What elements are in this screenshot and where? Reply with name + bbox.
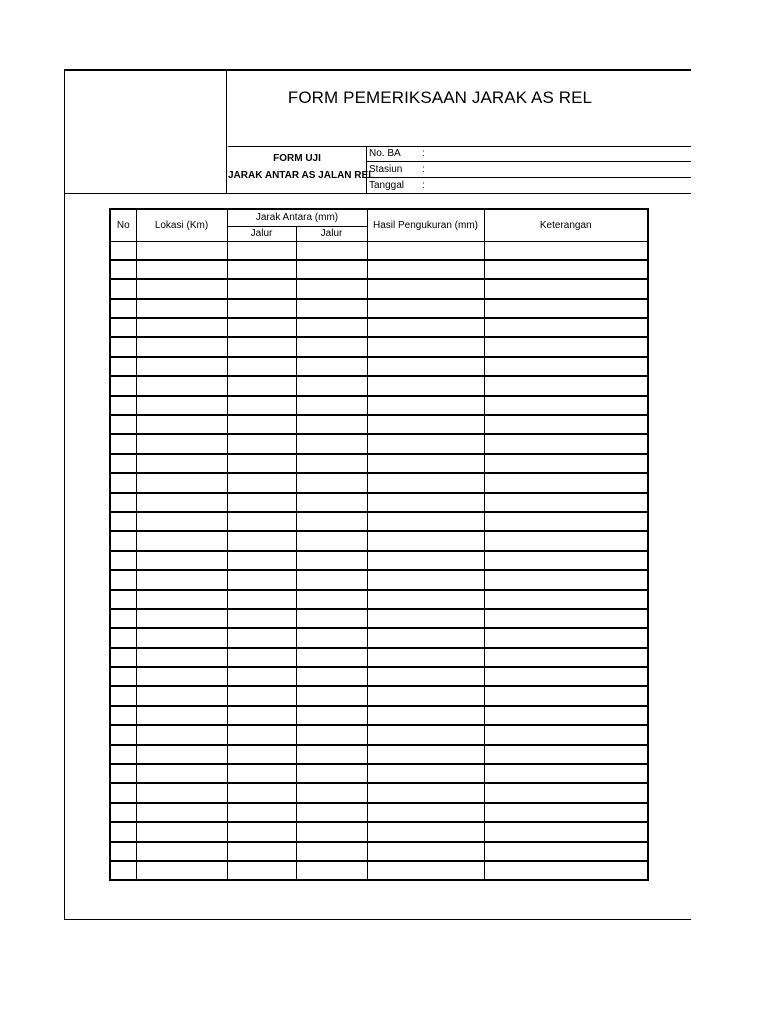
table-cell[interactable]	[110, 531, 136, 550]
table-cell[interactable]	[227, 241, 296, 260]
table-cell[interactable]	[484, 609, 648, 628]
table-row	[110, 706, 648, 725]
logo-area	[64, 70, 227, 194]
table-cell[interactable]	[136, 783, 227, 802]
table-cell[interactable]	[367, 357, 484, 376]
table-cell[interactable]	[227, 454, 296, 473]
info-colon: :	[422, 164, 425, 175]
table-row	[110, 299, 648, 318]
table-cell[interactable]	[136, 279, 227, 298]
table-cell[interactable]	[367, 318, 484, 337]
table-cell[interactable]	[110, 318, 136, 337]
table-cell[interactable]	[110, 434, 136, 453]
table-cell[interactable]	[296, 357, 367, 376]
table-row	[110, 609, 648, 628]
table-cell[interactable]	[484, 531, 648, 550]
table-cell[interactable]	[227, 415, 296, 434]
table-row	[110, 628, 648, 647]
table-cell[interactable]	[110, 454, 136, 473]
table-cell[interactable]	[367, 241, 484, 260]
table-cell[interactable]	[136, 628, 227, 647]
table-cell[interactable]	[110, 822, 136, 841]
info-label: Stasiun	[369, 164, 403, 175]
table-cell[interactable]	[136, 725, 227, 744]
info-colon: :	[422, 148, 425, 159]
table-row	[110, 415, 648, 434]
table-cell[interactable]	[296, 512, 367, 531]
table-row	[110, 357, 648, 376]
info-no-ba[interactable]	[369, 146, 425, 161]
table-cell[interactable]	[136, 842, 227, 861]
table-cell[interactable]	[367, 764, 484, 783]
table-cell[interactable]	[296, 628, 367, 647]
table-cell[interactable]	[110, 241, 136, 260]
table-cell[interactable]	[296, 842, 367, 861]
table-cell[interactable]	[227, 337, 296, 356]
table-row	[110, 861, 648, 880]
table-cell[interactable]	[227, 279, 296, 298]
table-row	[110, 803, 648, 822]
table-cell[interactable]	[367, 570, 484, 589]
table-cell[interactable]	[367, 473, 484, 492]
table-cell[interactable]	[484, 357, 648, 376]
table-cell[interactable]	[484, 745, 648, 764]
table-row	[110, 822, 648, 841]
table-row	[110, 764, 648, 783]
table-row	[110, 454, 648, 473]
table-cell[interactable]	[227, 396, 296, 415]
table-cell[interactable]	[367, 861, 484, 880]
table-cell[interactable]	[136, 551, 227, 570]
form-title: FORM PEMERIKSAAN JARAK AS REL	[287, 88, 593, 107]
table-cell[interactable]	[110, 493, 136, 512]
table-cell[interactable]	[110, 590, 136, 609]
table-cell[interactable]	[484, 648, 648, 667]
table-cell[interactable]	[367, 415, 484, 434]
table-cell[interactable]	[110, 783, 136, 802]
table-row	[110, 376, 648, 395]
table-cell[interactable]	[136, 590, 227, 609]
table-cell[interactable]	[296, 493, 367, 512]
table-cell[interactable]	[484, 318, 648, 337]
table-cell[interactable]	[296, 803, 367, 822]
table-cell[interactable]	[227, 725, 296, 744]
col-header-lokasi: Lokasi (Km)	[136, 209, 227, 241]
table-cell[interactable]	[110, 396, 136, 415]
table-cell[interactable]	[110, 570, 136, 589]
table-cell[interactable]	[367, 842, 484, 861]
col-header-jalur-1: Jalur	[227, 226, 296, 241]
table-cell[interactable]	[110, 706, 136, 725]
table-cell[interactable]	[110, 764, 136, 783]
table-cell[interactable]	[227, 357, 296, 376]
col-header-no: No	[110, 209, 136, 241]
col-header-hasil: Hasil Pengukuran (mm)	[367, 209, 484, 241]
table-cell[interactable]	[227, 512, 296, 531]
table-cell[interactable]	[227, 842, 296, 861]
table-row	[110, 590, 648, 609]
table-cell[interactable]	[484, 861, 648, 880]
info-tanggal[interactable]	[369, 178, 425, 193]
table-cell[interactable]	[110, 299, 136, 318]
table-cell[interactable]	[367, 745, 484, 764]
table-cell[interactable]	[484, 706, 648, 725]
table-cell[interactable]	[136, 648, 227, 667]
table-row	[110, 842, 648, 861]
table-cell[interactable]	[136, 318, 227, 337]
info-stasiun[interactable]	[369, 162, 425, 177]
table-cell[interactable]	[136, 706, 227, 725]
table-cell[interactable]	[110, 473, 136, 492]
table-cell[interactable]	[227, 473, 296, 492]
table-cell[interactable]	[136, 570, 227, 589]
table-cell[interactable]	[484, 590, 648, 609]
table-cell[interactable]	[367, 648, 484, 667]
table-cell[interactable]	[136, 454, 227, 473]
table-cell[interactable]	[110, 725, 136, 744]
table-cell[interactable]	[484, 628, 648, 647]
table-cell[interactable]	[227, 570, 296, 589]
table-cell[interactable]	[484, 725, 648, 744]
table-cell[interactable]	[484, 493, 648, 512]
table-cell[interactable]	[110, 512, 136, 531]
table-cell[interactable]	[484, 434, 648, 453]
table-cell[interactable]	[484, 473, 648, 492]
table-cell[interactable]	[136, 337, 227, 356]
table-cell[interactable]	[227, 648, 296, 667]
table-cell[interactable]	[367, 454, 484, 473]
table-cell[interactable]	[296, 861, 367, 880]
table-cell[interactable]	[367, 628, 484, 647]
table-cell[interactable]	[296, 531, 367, 550]
table-cell[interactable]	[367, 686, 484, 705]
table-cell[interactable]	[296, 764, 367, 783]
table-cell[interactable]	[484, 842, 648, 861]
table-cell[interactable]	[110, 648, 136, 667]
table-cell[interactable]	[136, 512, 227, 531]
table-cell[interactable]	[296, 473, 367, 492]
form-uji-label: FORM UJI	[273, 153, 321, 164]
table-cell[interactable]	[136, 686, 227, 705]
table-cell[interactable]	[136, 531, 227, 550]
table-cell[interactable]	[227, 686, 296, 705]
table-cell[interactable]	[227, 803, 296, 822]
table-cell[interactable]	[227, 531, 296, 550]
table-cell[interactable]	[296, 648, 367, 667]
table-cell[interactable]	[367, 512, 484, 531]
table-cell[interactable]	[367, 725, 484, 744]
table-row	[110, 783, 648, 802]
table-cell[interactable]	[227, 667, 296, 686]
header-divider	[228, 146, 691, 147]
table-cell[interactable]	[296, 551, 367, 570]
table-cell[interactable]	[296, 376, 367, 395]
table-cell[interactable]	[484, 512, 648, 531]
table-cell[interactable]	[110, 609, 136, 628]
table-cell[interactable]	[296, 570, 367, 589]
table-cell[interactable]	[110, 745, 136, 764]
table-cell[interactable]	[110, 803, 136, 822]
table-cell[interactable]	[227, 434, 296, 453]
table-cell[interactable]	[484, 764, 648, 783]
table-cell[interactable]	[110, 357, 136, 376]
table-row	[110, 473, 648, 492]
table-cell[interactable]	[110, 628, 136, 647]
table-cell[interactable]	[136, 473, 227, 492]
table-cell[interactable]	[367, 609, 484, 628]
table-cell[interactable]	[367, 551, 484, 570]
table-cell[interactable]	[367, 822, 484, 841]
table-cell[interactable]	[136, 745, 227, 764]
table-cell[interactable]	[136, 434, 227, 453]
info-separator	[366, 146, 367, 193]
table-cell[interactable]	[484, 570, 648, 589]
table-cell[interactable]	[227, 783, 296, 802]
table-cell[interactable]	[296, 415, 367, 434]
table-row	[110, 667, 648, 686]
table-cell[interactable]	[296, 686, 367, 705]
table-cell[interactable]	[367, 783, 484, 802]
table-cell[interactable]	[110, 667, 136, 686]
table-cell[interactable]	[367, 260, 484, 279]
table-cell[interactable]	[296, 706, 367, 725]
table-cell[interactable]	[296, 337, 367, 356]
table-cell[interactable]	[367, 299, 484, 318]
table-row	[110, 260, 648, 279]
table-cell[interactable]	[484, 241, 648, 260]
form-uji-block	[228, 150, 375, 184]
table-row	[110, 279, 648, 298]
table-cell[interactable]	[484, 337, 648, 356]
table-row	[110, 434, 648, 453]
table-cell[interactable]	[296, 609, 367, 628]
table-cell[interactable]	[484, 260, 648, 279]
table-cell[interactable]	[136, 376, 227, 395]
table-cell[interactable]	[227, 764, 296, 783]
table-cell[interactable]	[296, 260, 367, 279]
header-bottom-border	[64, 193, 691, 194]
table-cell[interactable]	[296, 279, 367, 298]
table-cell[interactable]	[227, 376, 296, 395]
table-cell[interactable]	[227, 822, 296, 841]
table-cell[interactable]	[367, 279, 484, 298]
table-cell[interactable]	[227, 299, 296, 318]
table-cell[interactable]	[136, 822, 227, 841]
measurement-table	[109, 208, 649, 881]
table-row	[110, 745, 648, 764]
table-cell[interactable]	[484, 822, 648, 841]
table-cell[interactable]	[367, 337, 484, 356]
table-row	[110, 551, 648, 570]
table-cell[interactable]	[484, 415, 648, 434]
table-cell[interactable]	[227, 745, 296, 764]
table-cell[interactable]	[367, 667, 484, 686]
table-cell[interactable]	[110, 551, 136, 570]
table-cell[interactable]	[367, 803, 484, 822]
table-cell[interactable]	[296, 299, 367, 318]
table-cell[interactable]	[110, 279, 136, 298]
table-cell[interactable]	[367, 434, 484, 453]
table-cell[interactable]	[110, 842, 136, 861]
table-cell[interactable]	[227, 861, 296, 880]
col-header-jarak-antara: Jarak Antara (mm)	[227, 209, 367, 226]
table-cell[interactable]	[136, 861, 227, 880]
info-label: Tanggal	[369, 180, 405, 191]
table-cell[interactable]	[484, 279, 648, 298]
table-cell[interactable]	[136, 396, 227, 415]
table-row	[110, 241, 648, 260]
table-cell[interactable]	[110, 337, 136, 356]
table-cell[interactable]	[484, 376, 648, 395]
table-cell[interactable]	[110, 376, 136, 395]
table-cell[interactable]	[484, 803, 648, 822]
table-row	[110, 725, 648, 744]
table-cell[interactable]	[136, 299, 227, 318]
table-cell[interactable]	[484, 667, 648, 686]
table-cell[interactable]	[136, 260, 227, 279]
table-cell[interactable]	[227, 628, 296, 647]
table-row	[110, 318, 648, 337]
table-cell[interactable]	[136, 241, 227, 260]
table-cell[interactable]	[296, 241, 367, 260]
table-cell[interactable]	[296, 454, 367, 473]
table-cell[interactable]	[296, 590, 367, 609]
table-cell[interactable]	[296, 318, 367, 337]
table-cell[interactable]	[296, 783, 367, 802]
table-cell[interactable]	[136, 609, 227, 628]
table-cell[interactable]	[227, 609, 296, 628]
table-cell[interactable]	[484, 299, 648, 318]
table-row	[110, 337, 648, 356]
table-cell[interactable]	[227, 260, 296, 279]
table-cell[interactable]	[136, 357, 227, 376]
table-cell[interactable]	[296, 745, 367, 764]
table-cell[interactable]	[296, 822, 367, 841]
table-cell[interactable]	[484, 396, 648, 415]
table-row	[110, 570, 648, 589]
col-header-keterangan: Keterangan	[484, 209, 648, 241]
table-cell[interactable]	[136, 803, 227, 822]
table-cell[interactable]	[367, 396, 484, 415]
table-cell[interactable]	[136, 667, 227, 686]
table-cell[interactable]	[484, 783, 648, 802]
table-cell[interactable]	[227, 493, 296, 512]
table-cell[interactable]	[136, 415, 227, 434]
table-cell[interactable]	[136, 764, 227, 783]
table-cell[interactable]	[110, 861, 136, 880]
table-cell[interactable]	[110, 415, 136, 434]
table-row	[110, 396, 648, 415]
info-colon: :	[422, 180, 425, 191]
table-cell[interactable]	[367, 376, 484, 395]
table-row	[110, 493, 648, 512]
table-body	[110, 241, 648, 880]
table-cell[interactable]	[367, 531, 484, 550]
table-cell[interactable]	[484, 551, 648, 570]
table-cell[interactable]	[296, 667, 367, 686]
table-cell[interactable]	[110, 686, 136, 705]
table-cell[interactable]	[110, 260, 136, 279]
table-cell[interactable]	[484, 686, 648, 705]
col-header-jalur-2: Jalur	[296, 226, 367, 241]
table-row	[110, 648, 648, 667]
table-cell[interactable]	[296, 434, 367, 453]
table-cell[interactable]	[227, 706, 296, 725]
table-cell[interactable]	[296, 396, 367, 415]
table-cell[interactable]	[227, 318, 296, 337]
table-cell[interactable]	[227, 551, 296, 570]
table-row	[110, 531, 648, 550]
table-cell[interactable]	[227, 590, 296, 609]
info-label: No. BA	[369, 148, 401, 159]
table-cell[interactable]	[484, 454, 648, 473]
table-cell[interactable]	[296, 725, 367, 744]
table-cell[interactable]	[367, 493, 484, 512]
table-cell[interactable]	[136, 493, 227, 512]
table-row	[110, 512, 648, 531]
table-cell[interactable]	[367, 590, 484, 609]
table-cell[interactable]	[367, 706, 484, 725]
table-row	[110, 686, 648, 705]
form-uji-subtitle: JARAK ANTAR AS JALAN REL	[228, 170, 375, 181]
